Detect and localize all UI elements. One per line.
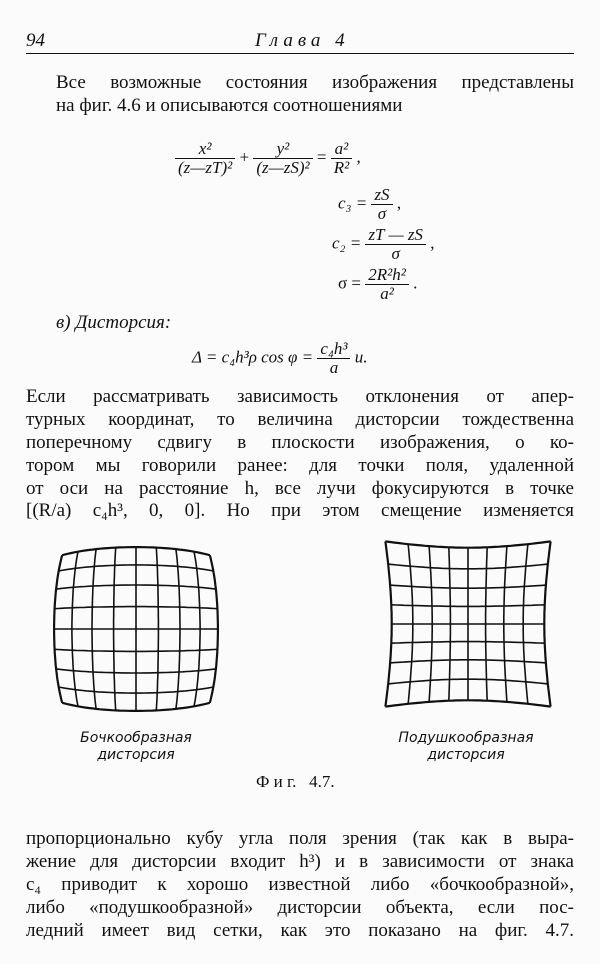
eq1-frac1-num: x²	[175, 140, 235, 159]
figure-label: Ф и г. 4.7.	[256, 772, 335, 791]
paragraph2-line: от оси на расстояние h, все лучи фокусируются в точке	[26, 478, 574, 499]
paragraph3-line: ледний имеет вид сетки, как это показано на фиг. 4.7.	[26, 920, 574, 941]
distortion-equation	[192, 340, 367, 377]
eq4-period: .	[413, 273, 418, 293]
eq4-num: 2R²h²	[365, 266, 409, 285]
chapter-title: Глава 4	[255, 30, 350, 51]
barrel-distortion-figure	[36, 538, 236, 720]
grid-vertical-line	[544, 541, 550, 706]
dist-den: a	[329, 358, 339, 377]
paragraph2-line: турных координат, то величина дисторсии тождественна	[26, 409, 574, 430]
eq3-num: zT — zS	[365, 226, 426, 245]
grid-vertical-line	[385, 541, 391, 706]
eq1-frac2-num: y²	[253, 140, 312, 159]
equation-4	[338, 266, 417, 303]
eq4-lhs: σ =	[338, 273, 362, 293]
paragraph1-line: Все возможные состояния изображения представлены	[56, 72, 574, 93]
pincushion-caption	[386, 730, 546, 764]
section-heading: в) Дисторсия:	[56, 312, 172, 333]
eq2-comma: ,	[396, 193, 402, 213]
paragraph2-line: [(R/a) c₄h³, 0, 0]. Но при этом смещение изменяется	[26, 500, 574, 521]
barrel-caption-line1: Бочкообразная	[80, 730, 192, 746]
paragraph3-line: c₄ приводит к хорошо известной либо «бочкообразной»,	[26, 874, 574, 895]
pincushion-distortion-figure	[380, 536, 556, 712]
paragraph2-line: поперечному сдвигу в плоскости изображения, о ко-	[26, 432, 574, 453]
paragraph1-line: на фиг. 4.6 и описываются соотношениями	[56, 95, 403, 116]
eq1-comma: ,	[356, 147, 361, 167]
eq1-frac1-den: (z—zT)²	[178, 158, 233, 177]
eq3-lhs: c₂ =	[332, 233, 362, 253]
equation-2	[338, 186, 401, 223]
eq4-den: a²	[380, 284, 394, 303]
paragraph2-line: тором мы говорили ранее: для точки поля, удаленной	[26, 455, 574, 476]
dist-num: c₄h³	[317, 340, 350, 359]
dist-lhs: Δ = c₄h³ρ cos φ =	[192, 347, 314, 367]
eq2-lhs: c₃ =	[338, 193, 368, 213]
eq2-num: zS	[371, 186, 392, 205]
grid-horizontal-line	[385, 541, 550, 547]
dist-tail: u.	[354, 347, 368, 367]
equation-1	[175, 140, 361, 177]
paragraph2-line: Если рассматривать зависимость отклонения от апер-	[26, 386, 574, 407]
barrel-caption	[56, 730, 216, 764]
pincushion-caption-line1: Подушкообразная	[398, 730, 534, 746]
eq1-plus: +	[239, 147, 250, 167]
eq2-den: σ	[377, 204, 387, 223]
eq1-rhs-num: a²	[331, 140, 352, 159]
header-rule	[26, 53, 574, 54]
paragraph3-line: либо «подушкообразной» дисторсии объекта, если пос-	[26, 897, 574, 918]
grid-horizontal-line	[385, 700, 550, 706]
equation-3	[332, 226, 434, 263]
eq1-equals: =	[316, 147, 327, 167]
eq3-comma: ,	[430, 233, 435, 253]
eq1-frac2-den: (z—zS)²	[256, 158, 310, 177]
paragraph3-line: пропорционально кубу угла поля зрения (так как в выра-	[26, 828, 574, 849]
paragraph3-line: жение для дисторсии входит h³) и в зависимости от знака	[26, 851, 574, 872]
eq3-den: σ	[391, 244, 400, 263]
eq1-rhs-den: R²	[333, 158, 350, 177]
pincushion-caption-line2: дисторсия	[427, 747, 505, 763]
barrel-caption-line2: дисторсия	[97, 747, 175, 763]
page-number: 94	[26, 30, 45, 51]
